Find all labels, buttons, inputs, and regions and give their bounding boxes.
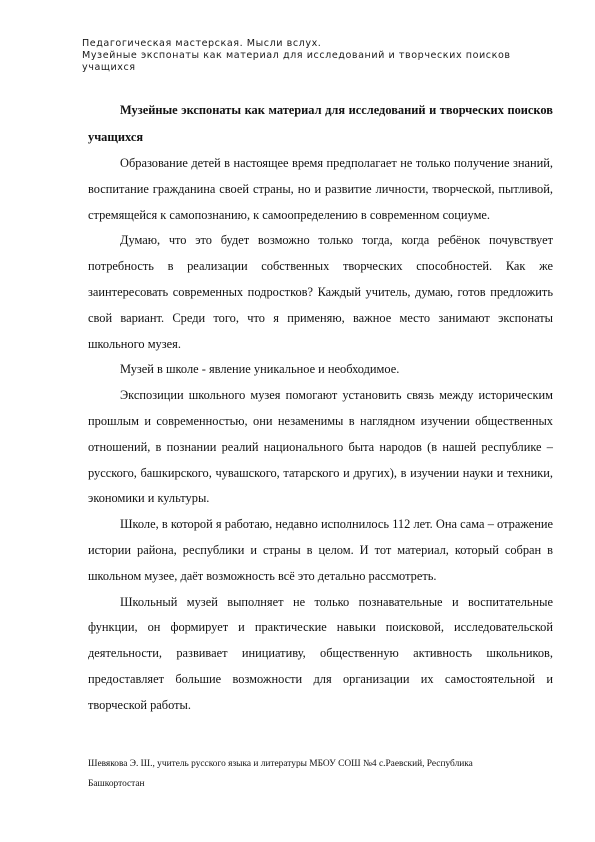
header-line: Педагогическая мастерская. Мысли вслух. [82, 38, 322, 49]
paragraph: Музей в школе - явление уникальное и необходимое. [120, 362, 400, 377]
header-line: Музейные экспонаты как материал для исследований и творческих поисков [82, 50, 511, 61]
page-footer [88, 754, 558, 794]
document-body [88, 97, 553, 719]
paragraph: Экспозиции школьного музея помогают установить связь между историческим прошлым и современностью, они незаменимы в наглядном изучении общественных отношений, в познании реалий национального быта народов (в нашей республике – русского, башкирского, чувашского, татарского и других), в изучении науки и техники, экономики и культуры. [88, 388, 553, 506]
paragraph: Школьный музей выполняет не только познавательные и воспитательные функции, он формирует и практические навыки поисковой, исследовательской деятельности, развивает инициативу, общественную активность школьников, предоставляет большие возможности для организации их самостоятельной и творческой работы. [88, 594, 553, 712]
paragraph: Школе, в которой я работаю, недавно исполнилось 112 лет. Она сама – отражение истории района, республики и страны в целом. И тот материал, который собран в школьном музее, даёт возможность всё это детально рассмотреть. [88, 517, 553, 583]
document-title: Музейные экспонаты как материал для исследований и творческих поисков учащихся [88, 103, 553, 144]
paragraph: Думаю, что это будет возможно только тогда, когда ребёнок почувствует потребность в реализации собственных творческих способностей. Как же заинтересовать современных подростков? Каждый учитель, думаю, готов предложить свой вариант. Среди того, что я применяю, важное место занимают экспонаты школьного музея. [88, 233, 553, 351]
page-header [82, 38, 552, 74]
header-line: учащихся [82, 62, 136, 73]
footer-line: Башкортостан [88, 779, 145, 789]
footer-line: Шевякова Э. Ш., учитель русского языка и литературы МБОУ СОШ №4 с.Раевский, Республика [88, 759, 473, 769]
paragraph: Образование детей в настоящее время предполагает не только получение знаний, воспитание гражданина своей страны, но и развитие личности, творческой, пытливой, стремящейся к самопознанию, к самоопределению в современном социуме. [88, 156, 553, 222]
